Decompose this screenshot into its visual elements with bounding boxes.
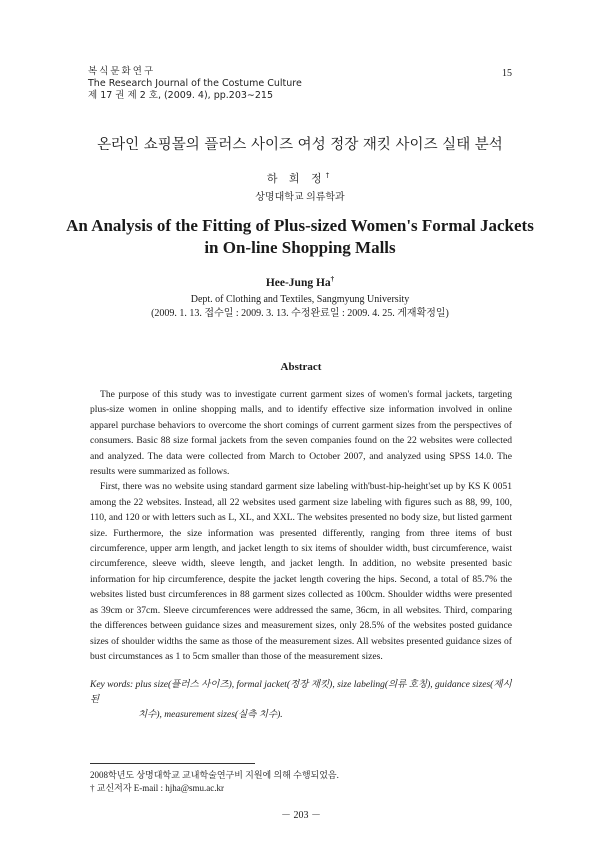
dagger-mark: † [325,171,334,180]
keywords-line1: Key words: plus size(플러스 사이즈), formal jacket(정장 재킷), size labeling(의류 호칭), guidance sizes(제시된 [90,680,512,706]
title-english [0,215,600,259]
title-korean: 온라인 쇼핑몰의 플러스 사이즈 여성 정장 재킷 사이즈 실태 분석 [97,137,503,153]
title-en-line1: An Analysis of the Fitting of Plus-sized Women's Formal Jackets [66,216,534,235]
journal-header [88,66,302,102]
affiliation-english [0,293,600,321]
footnote-contact: † 교신저자 E-mail : hjha@smu.ac.kr [90,783,225,794]
journal-name-en: The Research Journal of the Costume Culture [88,78,302,89]
journal-name-kr: 복식문화연구 [88,66,156,77]
author-korean [0,170,600,186]
dagger-mark: † [330,275,335,283]
abstract-paragraph: First, there was no website using standard garment size labeling with'bust-hip-height'set up by KS K 0051 among the 22 websites. Instead, all 22 websites used garment size labeling with figures such as 88, 99, 100, 110, and 120 or with letters such as L, XL, and XXL. The websites presented no body size, but listed garment size. Furthermore, the size information was presented differently, ranging from three items of bust circumference, upper arm length, and jacket length to six items of shoulder width, bust circumference, waist circumference, sleeve width, sleeve length, and jacket length. In addition, no website presented basic information for hip circumference, despite the jacket length covering the hips. Second, a total of 85.7% the websites listed bust circumferences in 88 garment sizes collected as 100cm. Shoulder widths were presented as 39cm or 37cm. Sleeve circumferences were addressed the same, 36cm, in all websites. Third, comparing the differences between guidance sizes and measurement sizes, only 28.5% of the websites posted guidance sizes of shoulder widths the same as those of the measurement sizes. All websites presented guidance sizes of bust circumstances as 1 to 5cm smaller than those of the measurement sizes. [90,481,512,662]
author-en-name: Hee-Jung Ha [265,276,331,289]
footnote-divider [90,763,255,764]
abstract-section [90,360,512,822]
keywords [90,678,512,723]
page-corner-number: 15 [502,68,512,79]
affiliation-en: Dept. of Clothing and Textiles, Sangmyung University [190,294,410,305]
author-kr-name: 하 희 정 [266,172,326,185]
author-english [0,275,600,289]
footnote-funding: 2008학년도 상명대학교 교내학술연구비 지원에 의해 수행되었음. [90,770,339,781]
abstract-paragraph: The purpose of this study was to investigate current garment sizes of women's formal jackets, targeting plus-size women in online shopping malls, and to identify effective size information involved in online apparel purchase behaviors to overcome the short comings of current garment sizes from the perspectives of consumers. Basic 88 size formal jackets from the seven companies found on the 22 websites were collected and analyzed. The data were collected from March to October 2007, and analyzed using SPSS 14.0. The results were summarized as follows. [90,389,512,478]
submission-dates: (2009. 1. 13. 접수일 : 2009. 3. 13. 수정완료일 : 2009. 4. 25. 게재확정일) [151,308,449,319]
abstract-heading: Abstract [280,361,322,373]
journal-volume: 제 17 권 제 2 호, (2009. 4), pp.203∼215 [88,90,273,101]
affiliation-korean: 상명대학교 의류학과 [255,192,345,203]
page-number: － 203 － [281,810,321,822]
keywords-line2: 치수), measurement sizes(실측 치수). [138,710,283,721]
footnotes [90,769,512,795]
abstract-body [90,387,512,664]
title-en-line2: in On-line Shopping Malls [204,238,396,257]
